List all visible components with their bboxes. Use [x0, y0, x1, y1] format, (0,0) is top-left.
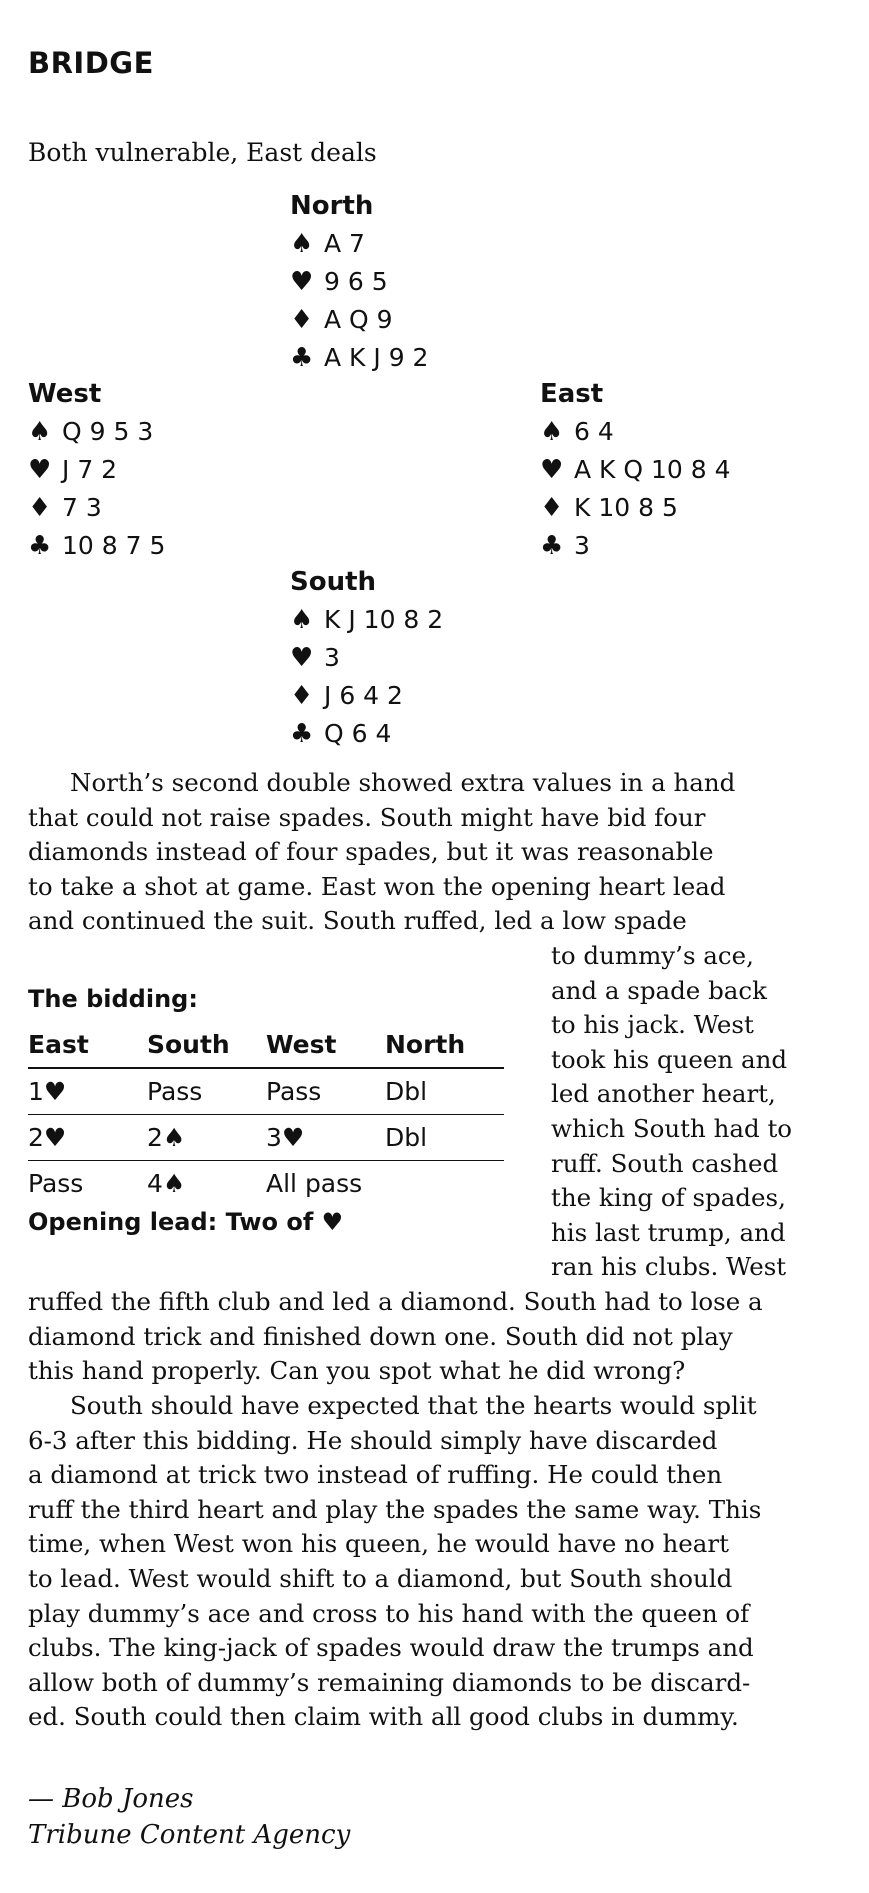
article-line: play dummy’s ace and cross to his hand with the queen of — [28, 1598, 750, 1628]
article-line: his last trump, and — [551, 1217, 786, 1247]
vulnerability-line: Both vulnerable, East deals — [28, 138, 377, 167]
article-line: to dummy’s ace, — [551, 941, 754, 970]
article-line: clubs. The king-jack of spades would draw the trumps and — [28, 1633, 754, 1663]
club-icon: ♣ — [290, 719, 314, 749]
heart-icon: ♥ — [28, 455, 52, 485]
diamond-icon: ♦ — [290, 681, 314, 711]
article-line: ed. South could then claim with all good clubs in dummy. — [28, 1702, 739, 1732]
spade-icon: ♠ — [290, 605, 314, 635]
bid-cell: All pass — [266, 1169, 363, 1198]
north-diamonds: A Q 9 — [324, 305, 393, 334]
bidding-header-west: West — [266, 1024, 385, 1068]
article-line: ruff. South cashed — [551, 1148, 779, 1178]
spade-icon: ♠ — [28, 417, 52, 447]
spade-icon: ♠ — [162, 1169, 186, 1198]
south-clubs: Q 6 4 — [324, 719, 392, 748]
article-line: a diamond at trick two instead of ruffing. He could then — [28, 1460, 723, 1490]
heart-icon: ♥ — [321, 1208, 344, 1236]
article-line: ruffed the fifth club and led a diamond. South had to lose a — [28, 1287, 763, 1316]
diamond-icon: ♦ — [540, 493, 564, 523]
bidding-header-east: East — [28, 1024, 147, 1068]
article-line: which South had to — [551, 1113, 793, 1143]
article-line: diamond trick and finished down one. South did not play — [28, 1321, 733, 1351]
article-line: allow both of dummy’s remaining diamonds to be discard- — [28, 1667, 751, 1697]
spade-icon: ♠ — [290, 229, 314, 259]
byline-author: — Bob Jones — [28, 1784, 194, 1814]
article-para1-top — [28, 766, 735, 939]
west-hearts: J 7 2 — [62, 455, 118, 484]
article-line: the king of spades, — [551, 1183, 786, 1213]
west-hand — [28, 376, 165, 565]
east-hearts: A K Q 10 8 4 — [574, 455, 731, 484]
article-line: ruff the third heart and play the spades the same way. This — [28, 1494, 762, 1524]
north-hearts: 9 6 5 — [324, 267, 388, 296]
bidding-title: The bidding: — [28, 985, 198, 1013]
west-diamonds: 7 3 — [62, 493, 102, 522]
bid-cell: Dbl — [385, 1115, 504, 1161]
byline-agency: Tribune Content Agency — [28, 1820, 351, 1850]
article-line: took his queen and — [551, 1044, 788, 1074]
bid-cell: 1♥ — [28, 1068, 147, 1115]
article-line: ran his clubs. West — [551, 1252, 787, 1282]
bid-cell — [385, 1161, 504, 1207]
diamond-icon: ♦ — [28, 493, 52, 523]
south-spades: K J 10 8 2 — [324, 605, 444, 634]
article-line: diamonds instead of four spades, but it was reasonable — [28, 837, 714, 867]
south-hearts: 3 — [324, 643, 340, 672]
west-spades: Q 9 5 3 — [62, 417, 154, 446]
bid-cell: 2♥ — [28, 1115, 147, 1161]
heart-icon: ♥ — [290, 267, 314, 297]
east-clubs: 3 — [574, 531, 590, 560]
article-line: South should have expected that the hearts would split — [70, 1391, 757, 1420]
club-icon: ♣ — [290, 343, 314, 373]
east-spades: 6 4 — [574, 417, 614, 446]
north-spades: A 7 — [324, 229, 365, 258]
article-line: time, when West won his queen, he would have no heart — [28, 1529, 729, 1559]
diamond-icon: ♦ — [290, 305, 314, 335]
east-hand — [540, 376, 731, 565]
heart-icon: ♥ — [43, 1123, 67, 1152]
west-clubs: 10 8 7 5 — [62, 531, 166, 560]
article-line: to take a shot at game. East won the opening heart lead — [28, 871, 726, 901]
bidding-table — [28, 1024, 504, 1206]
bid-cell: Pass — [28, 1169, 84, 1198]
article-line: led another heart, — [551, 1079, 776, 1109]
south-diamonds: J 6 4 2 — [324, 681, 403, 710]
article-line: and continued the suit. South ruffed, led a low spade — [28, 906, 687, 936]
north-label: North — [290, 191, 374, 221]
bid-cell: 4♠ — [147, 1169, 186, 1198]
west-label: West — [28, 379, 102, 409]
east-label: East — [540, 379, 604, 409]
opening-lead: Opening lead: Two of ♥ — [28, 1208, 344, 1236]
heart-icon: ♥ — [43, 1077, 67, 1106]
spade-icon: ♠ — [162, 1123, 186, 1152]
bidding-header-south: South — [147, 1024, 266, 1068]
article-para2 — [28, 1389, 761, 1735]
article-line: to lead. West would shift to a diamond, but South should — [28, 1563, 733, 1593]
spade-icon: ♠ — [540, 417, 564, 447]
south-label: South — [290, 567, 377, 597]
article-line: that could not raise spades. South might have bid four — [28, 802, 706, 832]
page-title: BRIDGE — [28, 46, 154, 80]
bidding-row — [28, 1068, 504, 1115]
north-clubs: A K J 9 2 — [324, 343, 429, 372]
bid-cell: Pass — [266, 1068, 385, 1115]
club-icon: ♣ — [28, 531, 52, 561]
article-line: this hand properly. Can you spot what he did wrong? — [28, 1356, 686, 1386]
article-line: and a spade back — [551, 975, 767, 1005]
south-hand — [290, 564, 443, 753]
article-line: 6-3 after this bidding. He should simply have discarded — [28, 1425, 718, 1455]
club-icon: ♣ — [540, 531, 564, 561]
east-diamonds: K 10 8 5 — [574, 493, 678, 522]
north-hand — [290, 188, 428, 377]
article-para1-column — [551, 939, 792, 1285]
bid-cell: 3♥ — [266, 1115, 385, 1161]
heart-icon: ♥ — [290, 643, 314, 673]
bidding-row — [28, 1115, 504, 1161]
heart-icon: ♥ — [540, 455, 564, 485]
bid-cell: Dbl — [385, 1068, 504, 1115]
bidding-header-north: North — [385, 1024, 504, 1068]
article-para1-tail — [28, 1285, 763, 1389]
heart-icon: ♥ — [281, 1123, 305, 1152]
article-line: to his jack. West — [551, 1010, 754, 1040]
bidding-row — [28, 1161, 504, 1207]
article-line: North’s second double showed extra values in a hand — [70, 768, 736, 797]
bid-cell: 2♠ — [147, 1115, 266, 1161]
bid-cell: Pass — [147, 1068, 266, 1115]
